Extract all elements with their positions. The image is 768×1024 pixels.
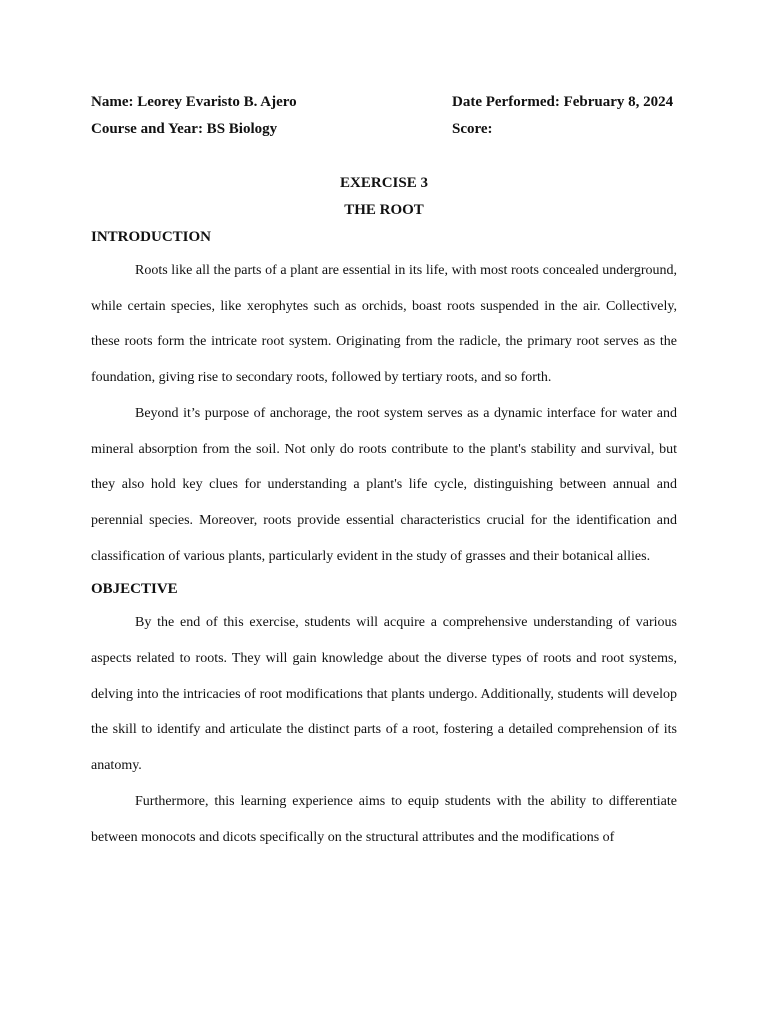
header-row-1 xyxy=(91,92,677,119)
exercise-title: EXERCISE 3 xyxy=(340,175,428,191)
introduction-paragraph-2: Beyond it’s purpose of anchorage, the root system serves as a dynamic interface for water and mineral absorption from the soil. Not only do roots contribute to the plant's stability and survival, but they also hold key clues for understanding a plant's life cycle, distinguishing between annual and perennial species. Moreover, roots provide essential characteristics crucial for the identification and classification of various plants, particularly evident in the study of grasses and their botanical allies. xyxy=(91,405,677,564)
objective-paragraph-2: Furthermore, this learning experience aims to equip students with the ability to differentiate between monocots and dicots specifically on the structural attributes and the modifications of xyxy=(91,793,677,845)
objective-paragraph-1: By the end of this exercise, students will acquire a comprehensive understanding of various aspects related to roots. They will gain knowledge about the diverse types of roots and root systems, delving into the intricacies of root modifications that plants undergo. Additionally, students will develop the skill to identify and articulate the distinct parts of a root, fostering a detailed comprehension of its anatomy. xyxy=(91,615,677,774)
student-name: Name: Leorey Evaristo B. Ajero xyxy=(91,94,297,110)
score: Score: xyxy=(452,121,493,137)
introduction-paragraph-1: Roots like all the parts of a plant are essential in its life, with most roots concealed underground, while certain species, like xerophytes such as orchids, boast roots suspended in the air. Collectively, these roots form the intricate root system. Originating from the radicle, the primary root serves as the foundation, giving rise to secondary roots, followed by tertiary roots, and so forth. xyxy=(91,263,677,386)
header-row-2 xyxy=(91,119,677,146)
course-and-year: Course and Year: BS Biology xyxy=(91,121,278,137)
document-page xyxy=(91,92,677,855)
date-performed: Date Performed: February 8, 2024 xyxy=(452,94,674,110)
introduction-heading: INTRODUCTION xyxy=(91,229,212,245)
objective-heading: OBJECTIVE xyxy=(91,581,178,598)
topic-title: THE ROOT xyxy=(344,202,424,218)
